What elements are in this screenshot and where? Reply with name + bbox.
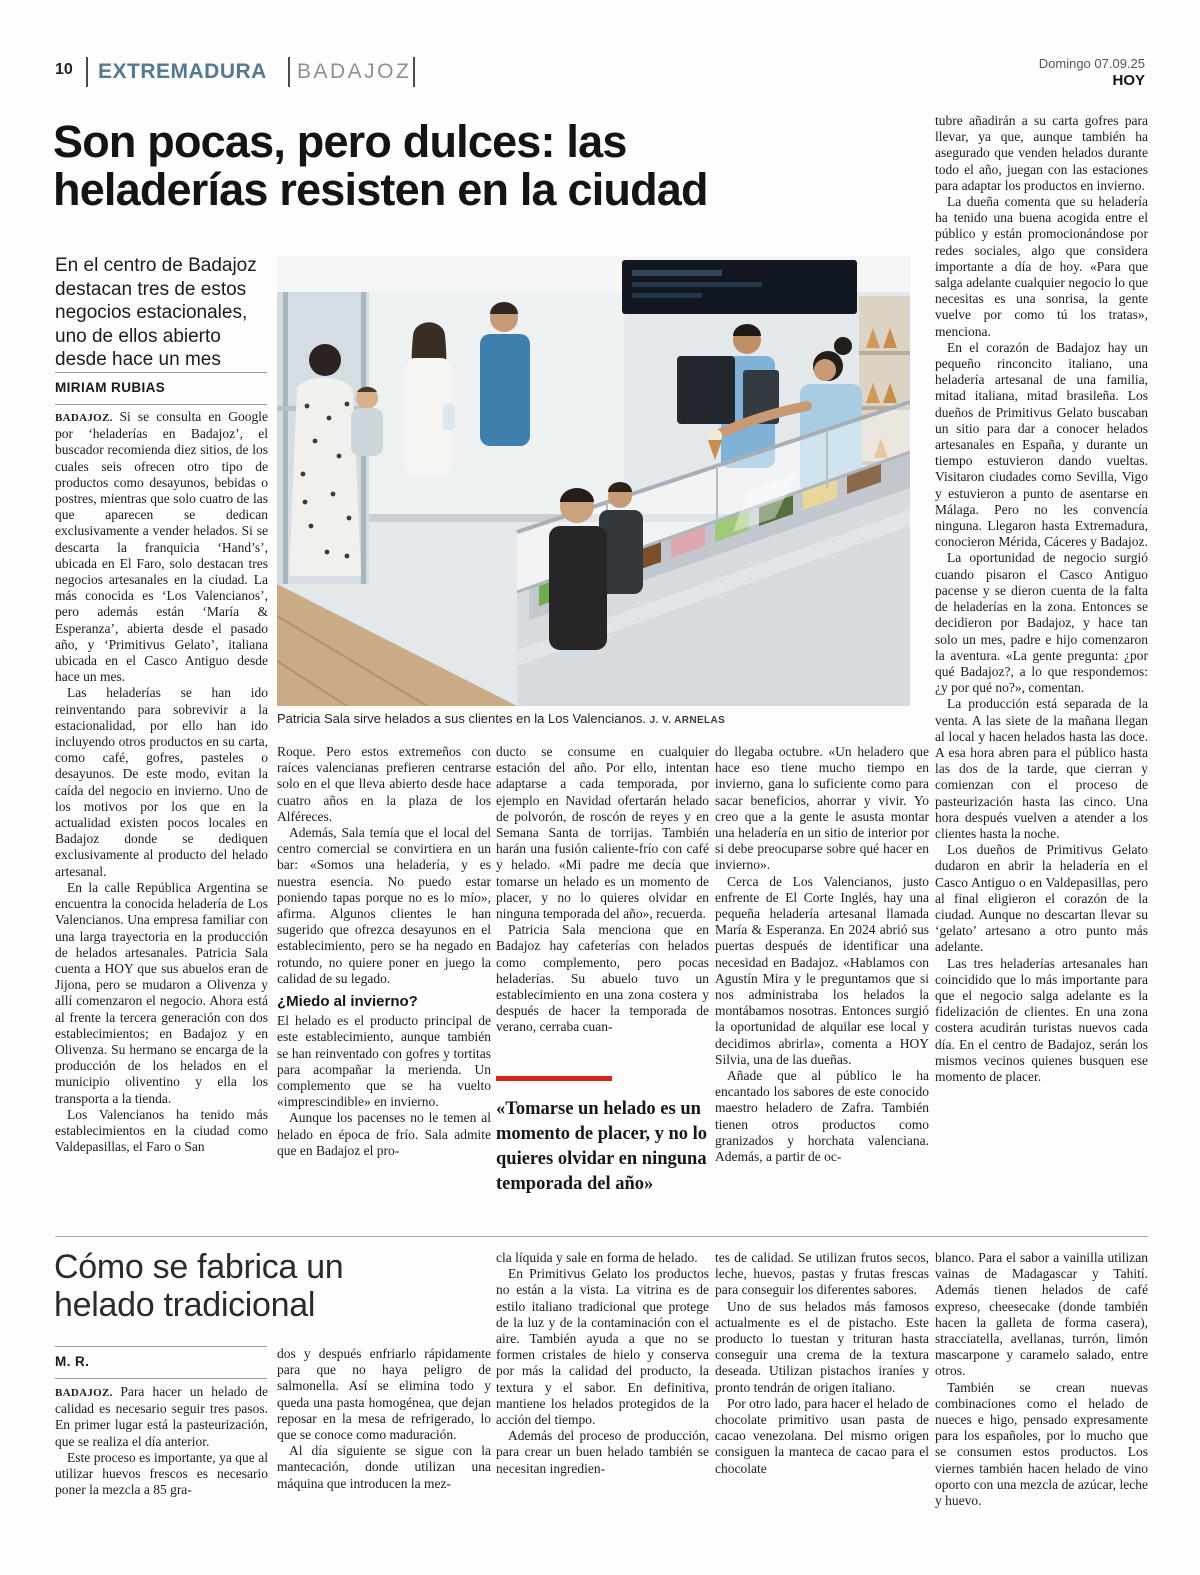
paragraph: En el corazón de Badajoz hay un pequeño rinconcito italiano, una heladería artesanal de una familia, mitad italiana, mitad brasileña. Los dueños de Primitivus Gelato buscaban un sitio para dar a conocer helados artesanales en España, y durante un tiempo estuvieron dando vueltas. Visitaron ciudades como Sevilla, Vigo y estuvieron a punto de asentarse en Málaga. Pero no les convencía ninguna. Llegaron hasta Extremadura, conocieron Mérida, Cáceres y Badajoz. [935, 339, 1148, 550]
header-divider [288, 57, 290, 87]
paragraph: Al día siguiente se sigue con la mantecación, donde utilizan una máquina que introducen la mez- [277, 1443, 491, 1491]
paragraph: Además, Sala temía que el local del centro comercial se convirtiera en un bar: «Somos una heladería, y es nuestra esencia. No puedo estar poniendo tapas porque no es lo mío», afirma. Algunos clientes le han sugerido que ofrezca desayunos en el establecimiento, pero se ha negado en rotundo, no quiere poner en juego la calidad de su legado. [277, 825, 491, 986]
pull-quote-text: «Tomarse un helado es un momento de placer, y no lo quieres olvidar en ninguna temporada del año» [496, 1099, 708, 1194]
pull-quote-accent-bar [496, 1076, 612, 1081]
header-divider [86, 57, 88, 87]
paragraph: Uno de sus helados más famosos actualmente es el de pistacho. Este producto lo tuestan y trituran hasta conseguir una crema de la textura deseada. Utilizan pistachos iraníes y pronto tendrán de origen italiano. [715, 1298, 929, 1395]
paragraph: BADAJOZ. Si se consulta en Google por ‘heladerías en Badajoz’, el buscador recomienda diez sitios, de los cuales seis ofrecen otro tipo de productos como desayunos, bebidas o postres, mientras que solo cuatro de las que aparecen se dedican exclusivamente a vender helados. Si se descarta la franquicia ‘Hand’s’, ubicada en El Faro, solo destacan tres negocios artesanales en la ciudad. La más conocida es ‘Los Valencianos’, pero además están ‘María & Esperanza’, abierta desde el pasado año, y ‘Primitivus Gelato’, italiana ubicada en el Casco Antiguo desde hace un mes. [55, 409, 268, 685]
author-name: M. R. [55, 1354, 90, 1369]
article-column-1 [55, 409, 268, 1213]
paragraph: Por otro lado, para hacer el helado de chocolate primitivo usan pasta de cacao venezolana. Del mismo origen consiguen la manteca de cacao para el chocolate [715, 1395, 929, 1476]
paragraph: Roque. Pero estos extremeños con raíces valencianas prefieren centrarse solo en el que lleva abierto desde hace cuatro años en la plaza de los Alféreces. [277, 744, 491, 824]
secondary-column-2 [277, 1346, 491, 1492]
paragraph: do llegaba octubre. «Un heladero que hace eso tiene mucho tiempo en invierno, gana lo suficiente como para sacar beneficios, ahorrar y vivir. Yo creo que a la gente le asusta montar una heladería en un sitio de interior por si debe preocuparse sobre qué hacer en invierno». [715, 744, 929, 873]
paragraph: Cerca de Los Valencianos, justo enfrente de El Corte Inglés, hay una pequeña heladería artesanal llamada María & Esperanza. En 2024 abrió sus puertas después de identificar una necesidad en Badajoz. «Hablamos con Agustín Mira y le preguntamos que si nos administraba los helados la montábamos nosotras. Entonces surgió la oportunidad de alquilar ese local y decidimos abrirla», comenta a HOY Silvia, una de las dueñas. [715, 873, 929, 1067]
photo-illustration [277, 256, 910, 706]
article-column-4 [715, 744, 929, 1214]
secondary-headline: Cómo se fabrica un helado tradicional [54, 1248, 344, 1324]
paragraph: La oportunidad de negocio surgió cuando pisaron el Casco Antiguo pacense y se dieron cuenta de la falta de heladerías en la zona. Entonces se decidieron por Badajoz, y hace tan solo un mes, padre e hijo comenzaron la aventura. «La gente pregunta: ¿por qué Badajoz?, a lo que respondemos: ¿y por qué no?», comentan. [935, 550, 1148, 696]
paragraph: La dueña comenta que su heladería ha tenido una buena acogida entre el público y están promocionándose por redes sociales, algo que considera importante a día de hoy. «Para que salga adelante cualquier negocio lo que necesitas es una sonrisa, la gente vuelve por como tú los tratas», menciona. [935, 194, 1148, 339]
caption-text: Patricia Sala sirve helados a sus clientes en la Los Valencianos. [277, 711, 647, 726]
pull-quote [496, 1076, 709, 1197]
photo-caption [277, 711, 910, 726]
paragraph: BADAJOZ. Para hacer un helado de calidad es necesario seguir tres pasos. En primer lugar está la pasteurización, que se realiza el día anterior. [55, 1384, 268, 1449]
masthead: HOY [1112, 72, 1145, 89]
paragraph: cla líquida y sale en forma de helado. [496, 1250, 698, 1265]
secondary-column-4 [715, 1250, 929, 1477]
paragraph: El helado es el producto principal de este establecimiento, aunque también se han reinventado con gofres y tortitas para acompañar la merienda. Un complemento que se ha vuelto «imprescindible» en invierno. [277, 1013, 491, 1110]
paragraph: Patricia Sala menciona que en Badajoz hay cafeterías con helados como complemento, pero pocas heladerías. Su abuelo tuvo un establecimiento en una zona costera y después de hacer la temporada de verano, cerraba cuan- [496, 922, 709, 1035]
subsection-title: BADAJOZ [297, 60, 412, 83]
photo-credit: J. V. ARNELAS [649, 715, 726, 726]
paragraph: blanco. Para el sabor a vainilla utilizan vainas de Madagascar y Tahití. Además tienen helados de café expreso, cheesecake (donde también hacen la galleta de forma casera), stracciatella, avellanas, turrón, limón mascarpone y caramelo salado, entre otros. [935, 1250, 1148, 1379]
paragraph: Aunque los pacenses no le temen al helado en época de frío. Sala admite que en Badajoz el pro- [277, 1110, 491, 1158]
paragraph: Las tres heladerías artesanales han coincidido que lo más importante para que el negocio salga adelante es la fidelización de clientes. En una zona costera acudirán turistas nuevos cada día. En el centro de Badajoz, serán los mismos vecinos quienes busquen ese momento de placer. [935, 955, 1148, 1084]
column-subhead: ¿Miedo al invierno? [277, 993, 418, 1011]
article-column-3 [496, 744, 709, 1074]
paragraph: En la calle República Argentina se encuentra la conocida heladería de Los Valencianos. Una empresa familiar con una larga trayectoria en la producción de helados artesanales. Patricia Sala cuenta a HOY que sus abuelos eran de Jijona, pero se mudaron a Olivenza y allí comenzaron el negocio. Ahora está al frente la tercera generación con dos establecimientos; en Badajoz y en Olivenza. Su hermano se encarga de la producción de los helados en el municipio oliventino y ella los transporta a la tienda. [55, 879, 268, 1106]
edition-date: Domingo 07.09.25 [1038, 56, 1145, 71]
dateline: BADAJOZ. [55, 1387, 121, 1399]
paragraph: tubre añadirán a su carta gofres para llevar, ya que, aunque también ha asegurado que venden helados durante todo el año, juegan con las estaciones para adaptar los productos en invierno. [935, 113, 1148, 193]
section-divider [55, 1236, 1148, 1237]
paragraph: Este proceso es importante, ya que al utilizar huevos frescos es necesario poner la mezcla a 85 gra- [55, 1449, 268, 1498]
secondary-column-5 [935, 1250, 1148, 1509]
byline-block [55, 372, 267, 405]
paragraph: La producción está separada de la venta. A las siete de la mañana llegan al local y hacen helados hasta las doce. A esa hora abren para el público hasta las dos de la tarde, que cierran y comienzan con el proceso de pasteurización hasta las cinco. Una hora después vuelven a atender a los clientes hasta la noche. [935, 696, 1148, 841]
paragraph: Los Valencianos ha tenido más establecimientos en la ciudad como Valdepasillas, el Faro o San [55, 1106, 268, 1155]
paragraph: dos y después enfriarlo rápidamente para que no haya peligro de salmonella. Así se elimina todo y queda una pasta homogénea, que dejan reposar en la mesa de refrigerado, lo que se conoce como maduración. [277, 1346, 491, 1443]
article-column-2 [277, 744, 491, 1214]
secondary-column-3 [496, 1250, 709, 1477]
page-number: 10 [55, 61, 73, 78]
header-divider [413, 57, 415, 87]
paragraph: También se crean nuevas combinaciones como el helado de nueces e higo, pensado expresamente para los españoles, por lo mucho que se consumen estos productos. Los viernes también hacen helado de vino oporto con una mezcla de azúcar, leche y huevo. [935, 1379, 1148, 1509]
paragraph: Los dueños de Primitivus Gelato dudaron en abrir la heladería en el Casco Antiguo o en Valdepasillas, pero al final eligieron el corazón de la ciudad. Aunque no descartan llevar su ‘gelato’ artesano a otro punto más adelante. [935, 842, 1148, 955]
main-headline: Son pocas, pero dulces: las heladerías resisten en la ciudad [53, 116, 708, 215]
paragraph: En Primitivus Gelato los productos no están a la vista. La vitrina es de estilo italiano tradicional que protege de la luz y de la contaminación con el aire. También ayuda a que no se formen cristales de hielo y conserva por más la calidad del producto, la textura y el sabor. En definitiva, mantiene los helados protegidos de la acción del tiempo. [496, 1266, 709, 1428]
secondary-column-1 [55, 1384, 268, 1498]
paragraph: tes de calidad. Se utilizan frutos secos, leche, huevos, pastas y frutas frescas para conseguir los diferentes sabores. [715, 1250, 929, 1298]
photo-tv-screen [622, 260, 857, 314]
paragraph: Las heladerías se han ido reinventando para sobrevivir a la estacionalidad, por ello han ido incluyendo otros productos en su carta, como café, gofres, pasteles o desayunos. De este modo, evitan la caída del negocio en invierno. Uno de los motivos por los que en la actualidad existen pocos locales en Badajoz donde se dediquen exclusivamente al producto del helado artesanal. [55, 685, 268, 879]
article-column-5 [935, 113, 1148, 1213]
paragraph: Además del proceso de producción, para crear un buen helado también se necesitan ingredien- [496, 1428, 709, 1476]
standfirst: En el centro de Badajoz destacan tres de estos negocios estacionales, uno de ellos abierto desde hace un mes [55, 255, 257, 370]
byline-block [55, 1346, 267, 1379]
section-title: EXTREMADURA [98, 60, 267, 83]
paragraph: ducto se consume en cualquier estación del año. Por ello, intentan adaptarse a cada temporada, por ejemplo en Navidad ofertarán helado de polvorón, de roscón de reyes y en Semana Santa de torrijas. También harán una fusión caliente-frío con café y helado. «Mi padre me decía que tomarse un helado es un momento de placer, y no lo quieres olvidar en ninguna temporada del año», recuerda. [496, 744, 709, 922]
paragraph: Añade que al público le ha encantado los sabores de este conocido maestro heladero de Zafra. También tienen otros productos como granizados y horchata valenciana. Además, a partir de oc- [715, 1068, 929, 1165]
author-name: MIRIAM RUBIAS [55, 380, 166, 395]
article-photo [277, 256, 910, 706]
dateline: BADAJOZ. [55, 412, 120, 424]
